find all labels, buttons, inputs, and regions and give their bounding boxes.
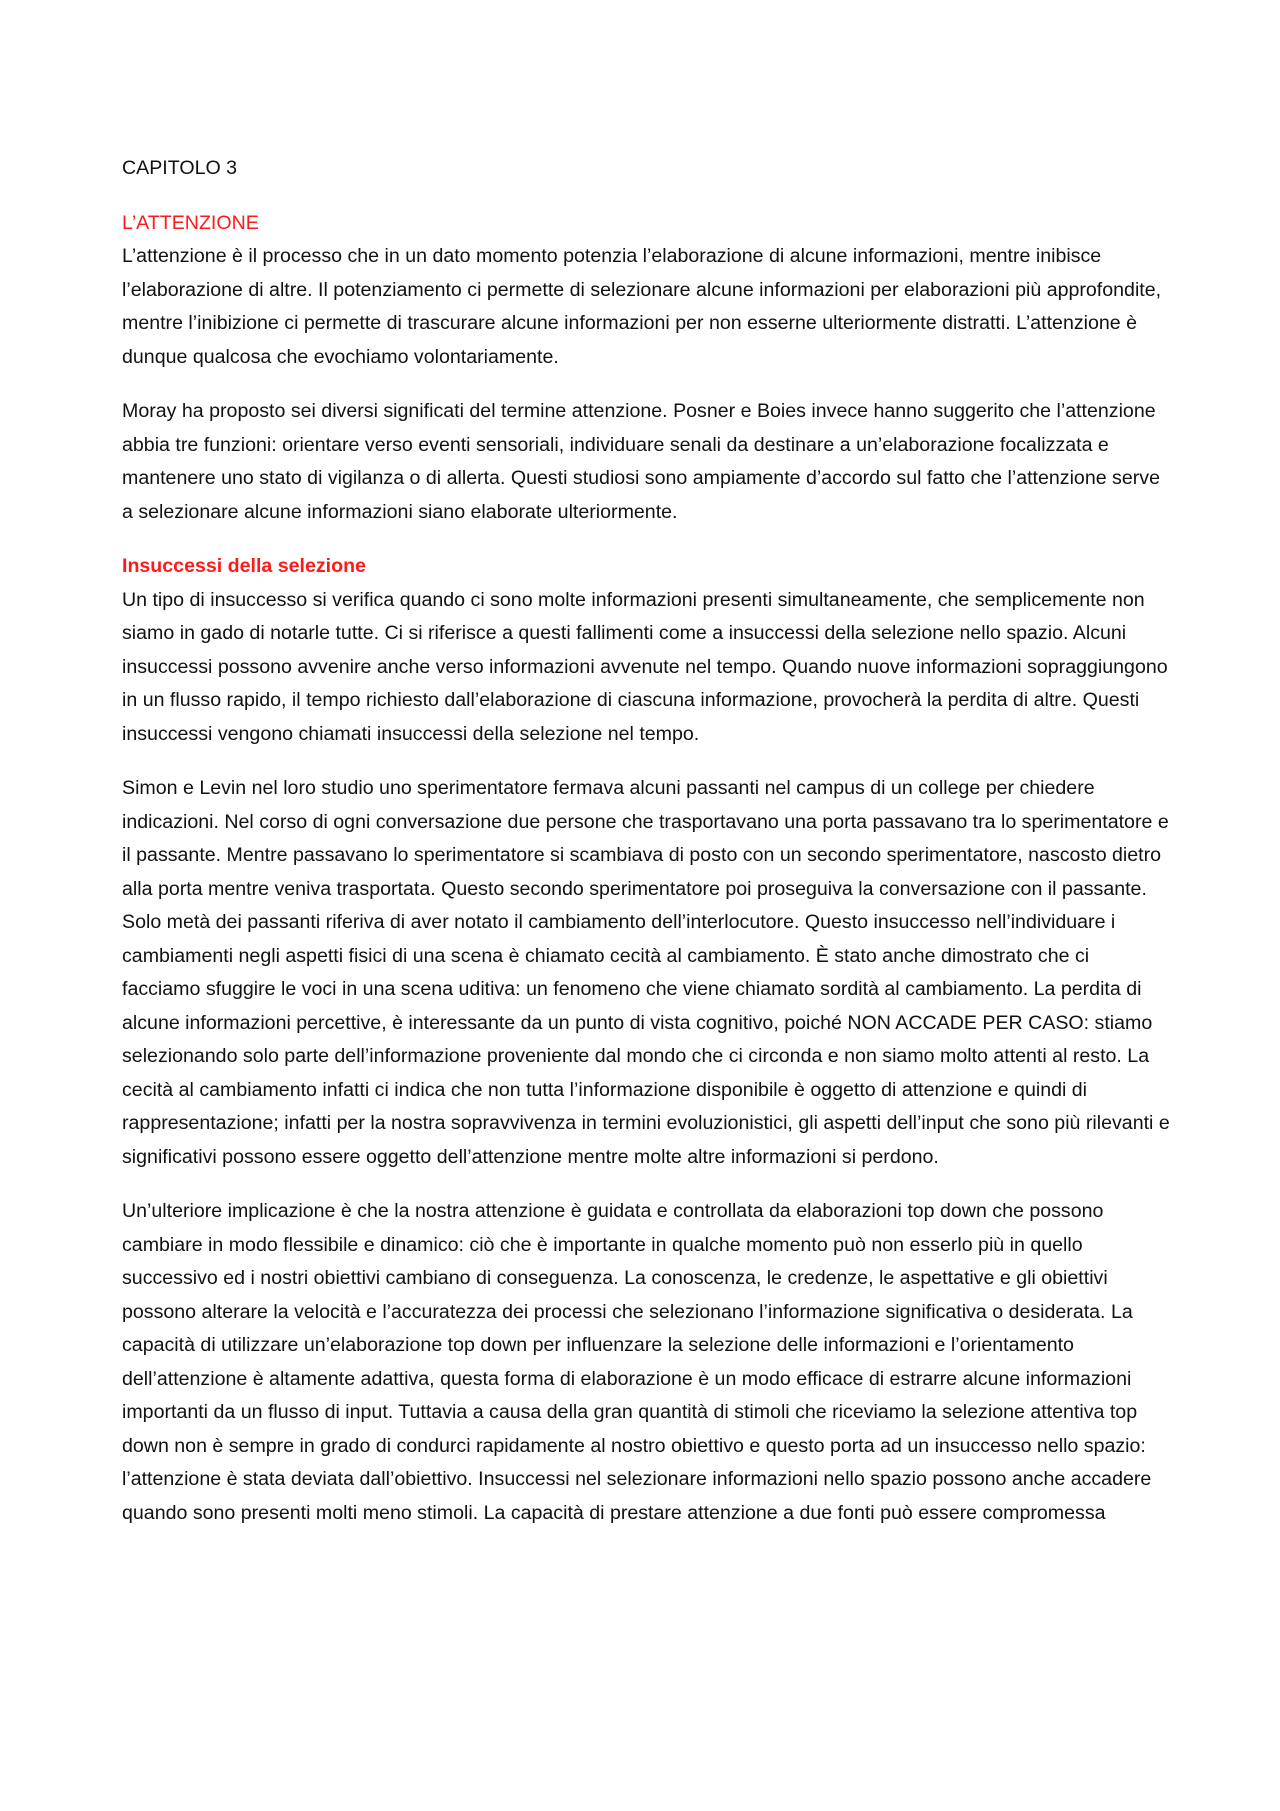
paragraph: L’attenzione è il processo che in un dato momento potenzia l’elaborazione di alcune informazioni, mentre inibisce l’elaborazione di altre. Il potenziamento ci permette di selezionare alcune informazioni per elaborazioni più approfondite, mentre l’inibizione ci permette di trascurare alcune informazioni per non esserne ulteriormente distratti. L’attenzione è dunque qualcosa che evochiamo volontariamente. [122, 245, 1162, 368]
paragraph: Un’ulteriore implicazione è che la nostra attenzione è guidata e controllata da elaborazioni top down che possono cambiare in modo flessibile e dinamico: ciò che è importante in qualche momento può non esserlo più in quello successivo ed i nostri obiettivi cambiano di conseguenza. La conoscenza, le credenze, le aspettative e gli obiettivi possono alterare la velocità e l’accuratezza dei processi che selezionano l’informazione significativa o desiderata. La capacità di utilizzare un’elaborazione top down per influenzare la selezione delle informazioni e l’orientamento dell’attenzione è altamente adattiva, questa forma di elaborazione è un modo efficace di estrarre alcune informazioni importanti da un flusso di input. Tuttavia a causa della gran quantità di stimoli che riceviamo la selezione attentiva top down non è sempre in grado di condurci rapidamente al nostro obiettivo e questo porta ad un insuccesso nello spazio: l’attenzione è stata deviata dall’obiettivo. Insuccessi nel selezionare informazioni nello spazio possono anche accadere quando sono presenti molti meno stimoli. La capacità di prestare attenzione a due fonti può essere compromessa [122, 1200, 1152, 1524]
section-title: L’ATTENZIONE [122, 211, 259, 234]
subsection-title: Insuccessi della selezione [122, 555, 366, 577]
paragraph: Un tipo di insuccesso si verifica quando ci sono molte informazioni presenti simultaneamente, che semplicemente non siamo in gado di notarle tutte. Ci si riferisce a questi fallimenti come a insuccessi della selezione nello spazio. Alcuni insuccessi possono avvenire anche verso informazioni avvenute nel tempo. Quando nuove informazioni sopraggiungono in un flusso rapido, il tempo richiesto dall’elaborazione di ciascuna informazione, provocherà la perdita di altre. Questi insuccessi vengono chiamati insuccessi della selezione nel tempo. [122, 588, 1168, 745]
paragraph: Simon e Levin nel loro studio uno sperimentatore fermava alcuni passanti nel campus di un college per chiedere indicazioni. Nel corso di ogni conversazione due persone che trasportavano una porta passavano tra lo sperimentatore e il passante. Mentre passavano lo sperimentatore si scambiava di posto con un secondo sperimentatore, nascosto dietro alla porta mentre veniva trasportata. Questo secondo sperimentatore poi proseguiva la conversazione con il passante. Solo metà dei passanti riferiva di aver notato il cambiamento dell’interlocutore. Questo insuccesso nell’individuare i cambiamenti negli aspetti fisici di una scena è chiamato cecità al cambiamento. È stato anche dimostrato che ci facciamo sfuggire le voci in una scena uditiva: un fenomeno che viene chiamato sordità al cambiamento. La perdita di alcune informazioni percettive, è interessante da un punto di vista cognitivo, poiché NON ACCADE PER CASO: stiamo selezionando solo parte dell’informazione proveniente dal mondo che ci circonda e non siamo molto attenti al resto. La cecità al cambiamento infatti ci indica che non tutta l’informazione disponibile è oggetto di attenzione e quindi di rappresentazione; infatti per la nostra sopravvivenza in termini evoluzionistici, gli aspetti dell’input che sono più rilevanti e significativi possono essere oggetto dell’attenzione mentre molte altre informazioni si perdono. [122, 777, 1170, 1168]
chapter-label: CAPITOLO 3 [122, 157, 238, 179]
document-body [122, 152, 1172, 1551]
paragraph: Moray ha proposto sei diversi significati del termine attenzione. Posner e Boies invece hanno suggerito che l’attenzione abbia tre funzioni: orientare verso eventi sensoriali, individuare senali da destinare a un’elaborazione focalizzata e mantenere uno stato di vigilanza o di allerta. Questi studiosi sono ampiamente d’accordo sul fatto che l’attenzione serve a selezionare alcune informazioni siano elaborate ulteriormente. [122, 400, 1160, 523]
